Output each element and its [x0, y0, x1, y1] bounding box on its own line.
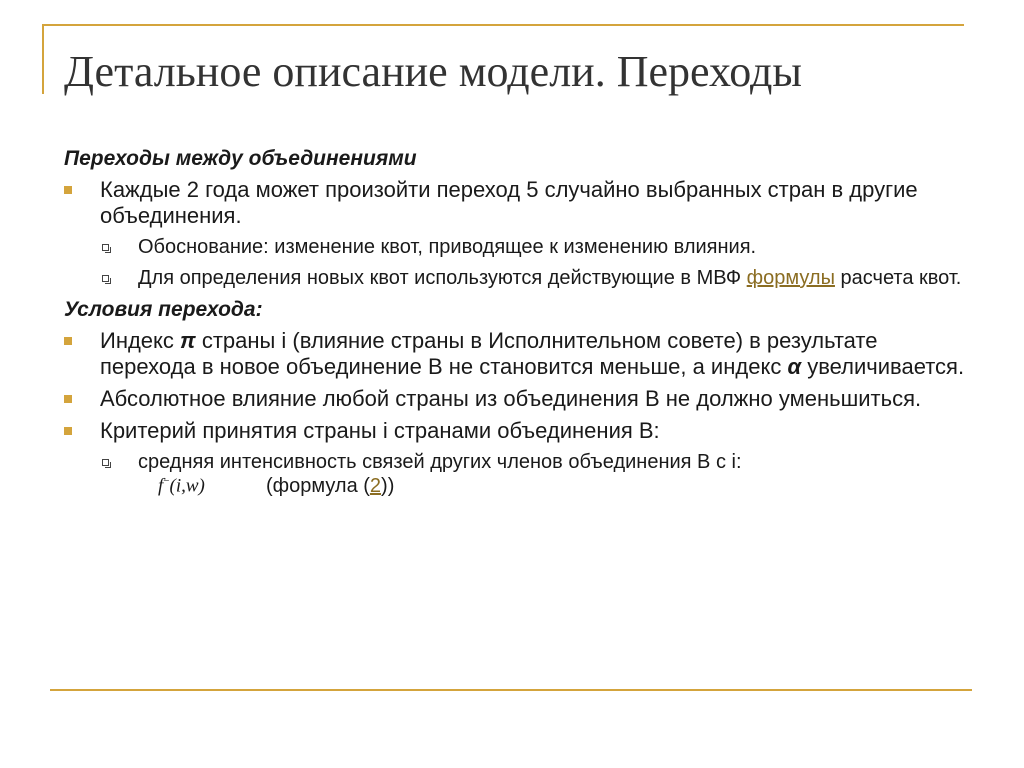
pi-symbol: π: [180, 328, 196, 353]
left-rule: [42, 24, 44, 94]
bullet-text: Критерий принятия страны i странами объединения B:: [100, 418, 660, 443]
section-heading-conditions: Условия перехода:: [64, 298, 263, 321]
sub-bullet-text: Обоснование: изменение квот, приводящее к изменению влияния.: [138, 236, 757, 258]
slide-body: [64, 146, 974, 501]
square-bullet-icon: [64, 427, 72, 435]
sub-bullet-text-after: расчета квот.: [834, 267, 962, 289]
checkbox-bullet-icon: [102, 459, 109, 466]
slide-title: Детальное описание модели. Переходы: [64, 47, 802, 96]
bottom-rule: [50, 689, 972, 691]
bullet-acceptance-criterion: [64, 418, 974, 444]
bullet-index-condition: [64, 328, 974, 380]
formula-args: (i,w): [169, 475, 205, 497]
top-rule: [42, 24, 964, 26]
bullet-transition-frequency: [64, 177, 974, 229]
checkbox-bullet-icon: [102, 275, 109, 282]
formula-line: [64, 475, 974, 501]
sub-bullet-average-intensity: [64, 450, 974, 475]
sub-bullet-quota-formulas: [64, 266, 974, 291]
bullet-text-part3: увеличивается.: [801, 354, 965, 379]
checkbox-bullet-icon: [102, 244, 109, 251]
sub-bullet-justification: [64, 235, 974, 260]
section-heading-transitions: Переходы между объединениями: [64, 147, 417, 170]
bullet-text-part1: Индекс: [100, 328, 181, 353]
formula-expression: [158, 475, 205, 497]
sub-bullet-text: средняя интенсивность связей других членов объединения B с i:: [138, 451, 742, 473]
square-bullet-icon: [64, 186, 72, 194]
formula-label-before: (формула (: [266, 475, 370, 497]
formula-f: f: [158, 475, 164, 497]
alpha-symbol: α: [787, 354, 802, 379]
formula-reference: [266, 475, 394, 498]
formula-label-after: )): [381, 475, 395, 497]
sub-bullet-text-before: Для определения новых квот используются действующие в МВФ: [138, 267, 747, 289]
formula-2-link[interactable]: 2: [369, 475, 382, 497]
bullet-text: Абсолютное влияние любой страны из объединения B не должно уменьшиться.: [100, 386, 922, 411]
bullet-absolute-influence: [64, 386, 974, 412]
formulas-link[interactable]: формулы: [746, 267, 835, 289]
square-bullet-icon: [64, 337, 72, 345]
bullet-text: Каждые 2 года может произойти переход 5 случайно выбранных стран в другие объединения.: [100, 177, 918, 228]
bullet-text-part2: страны i (влияние страны в Исполнительном совете) в результате перехода в новое объединение B не становится меньше, а индекс: [100, 328, 878, 379]
formula-superscript: −: [163, 475, 170, 487]
square-bullet-icon: [64, 395, 72, 403]
